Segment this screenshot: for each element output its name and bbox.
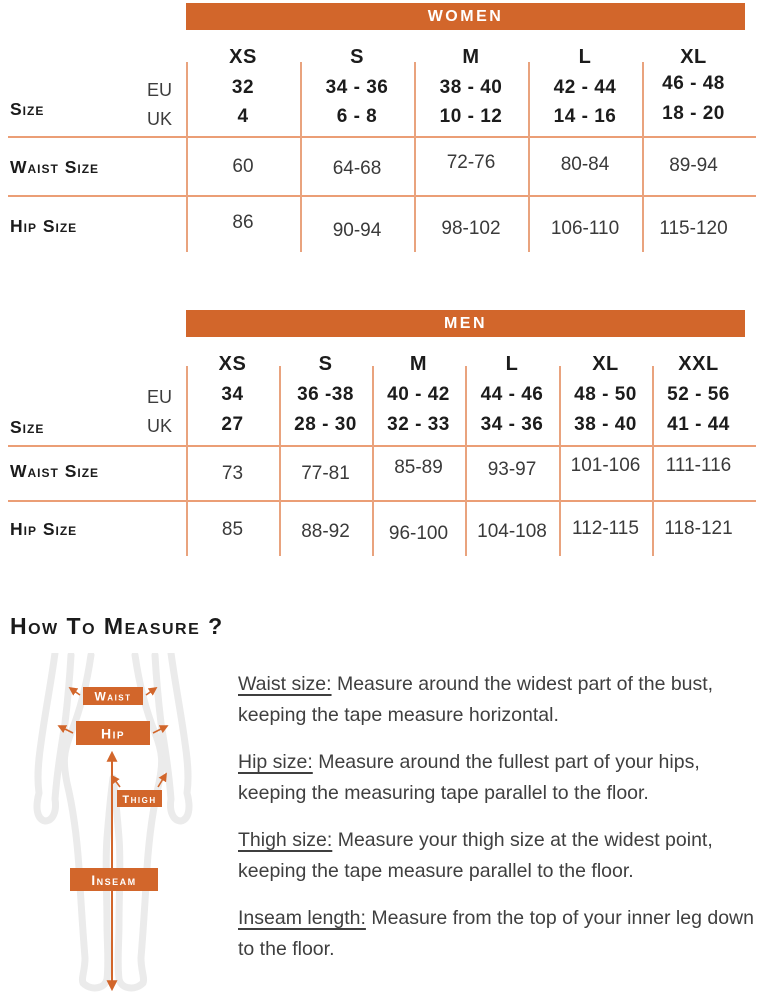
men-eu-cell: 40 - 42 <box>387 384 450 405</box>
women-waist-cell: 72-76 <box>446 152 496 173</box>
women-eu-cell: 42 - 44 <box>553 77 617 98</box>
men-col-s: S <box>318 353 333 375</box>
how-to-measure-heading: How To Measure ? <box>10 613 224 639</box>
women-table-title: WOMEN <box>186 3 745 30</box>
men-grid-line <box>652 366 654 556</box>
women-eu-cell: 46 - 48 <box>662 73 725 94</box>
men-uk-cell: 27 <box>221 414 244 435</box>
measure-instructions <box>238 669 770 981</box>
men-grid-line <box>372 366 374 556</box>
women-uk-cell: 4 <box>237 106 249 127</box>
women-grid-line <box>414 62 416 252</box>
waist-instruction-term: Waist size: <box>238 673 332 695</box>
men-size-label: Size <box>10 417 45 437</box>
men-waist-cell: 77-81 <box>301 463 350 484</box>
men-waist-cell: 101-106 <box>570 455 641 476</box>
women-hip-cell: 90-94 <box>332 220 382 241</box>
men-eu-cell: 44 - 46 <box>480 384 544 405</box>
men-grid-line <box>465 366 467 556</box>
women-waist-cell: 64-68 <box>332 158 382 179</box>
thigh-instruction-term: Thigh size: <box>238 829 333 851</box>
women-hip-cell: 115-120 <box>659 218 728 239</box>
hip-instruction-text: Measure around the fullest part of your hips, keeping the measuring tape parallel to the floor. <box>238 751 700 804</box>
men-waist-cell: 73 <box>221 463 244 484</box>
men-uk-cell: 34 - 36 <box>480 414 544 435</box>
women-col-xs: XS <box>229 46 257 68</box>
men-col-xxl: XXL <box>678 353 719 375</box>
women-col-xl: XL <box>680 46 707 68</box>
thigh-instruction-text: Measure your thigh size at the widest point, keeping the tape measure parallel to the floor. <box>238 829 713 882</box>
men-hip-label: Hip Size <box>10 519 78 539</box>
women-waist-label: Waist Size <box>10 157 100 177</box>
women-grid-line <box>186 62 188 252</box>
inseam-instruction-text: Measure from the top of your inner leg down to the floor. <box>238 907 754 960</box>
women-waist-cell: 60 <box>232 156 254 177</box>
men-col-xs: XS <box>218 353 247 375</box>
waist-instruction-text: Measure around the widest part of the bust, keeping the tape measure horizontal. <box>238 673 714 726</box>
men-table-title: MEN <box>186 310 745 337</box>
men-eu-cell: 52 - 56 <box>667 384 730 405</box>
men-uk-cell: 41 - 44 <box>667 414 730 435</box>
men-uk-label: UK <box>146 416 172 436</box>
men-hip-cell: 112-115 <box>572 518 639 539</box>
men-eu-label: EU <box>146 387 172 407</box>
women-waist-cell: 89-94 <box>669 155 718 176</box>
women-size-label: Size <box>10 99 45 119</box>
men-hip-cell: 118-121 <box>664 518 733 539</box>
men-col-m: M <box>409 353 428 375</box>
men-eu-cell: 36 -38 <box>297 384 354 405</box>
inseam-instruction <box>238 903 770 965</box>
men-hip-cell: 85 <box>221 519 244 540</box>
women-eu-cell: 32 <box>231 77 255 98</box>
hip-instruction <box>238 747 770 809</box>
men-col-xl: XL <box>592 353 619 375</box>
body-measurement-figure <box>28 653 238 1003</box>
women-hip-cell: 106-110 <box>550 218 620 239</box>
women-col-l: L <box>578 46 592 68</box>
women-eu-cell: 34 - 36 <box>325 77 389 98</box>
women-grid-line <box>300 62 302 252</box>
women-eu-label: EU <box>146 80 172 100</box>
inseam-instruction-term: Inseam length: <box>238 907 366 929</box>
men-uk-cell: 38 - 40 <box>574 414 637 435</box>
waist-instruction <box>238 669 770 731</box>
women-waist-cell: 80-84 <box>560 154 610 175</box>
inseam-figure-label: Inseam <box>91 873 137 888</box>
waist-figure-label: Waist <box>94 689 132 704</box>
women-col-m: M <box>462 46 480 68</box>
men-hip-cell: 88-92 <box>301 521 350 542</box>
men-divider-2 <box>8 500 756 502</box>
men-grid-line <box>559 366 561 556</box>
men-eu-cell: 48 - 50 <box>574 384 637 405</box>
women-hip-cell: 86 <box>232 212 254 233</box>
women-hip-cell: 98-102 <box>441 218 501 239</box>
men-col-l: L <box>505 353 519 375</box>
thigh-instruction <box>238 825 770 887</box>
men-divider-1 <box>8 445 756 447</box>
women-col-s: S <box>350 46 364 68</box>
men-uk-cell: 28 - 30 <box>294 414 357 435</box>
men-waist-cell: 111-116 <box>665 455 732 476</box>
women-grid-line <box>528 62 530 252</box>
men-grid-line <box>186 366 188 556</box>
men-hip-cell: 104-108 <box>477 521 547 542</box>
men-waist-label: Waist Size <box>10 461 100 481</box>
hip-figure-label: Hip <box>100 725 126 742</box>
men-uk-cell: 32 - 33 <box>387 414 450 435</box>
women-hip-label: Hip Size <box>10 216 78 236</box>
men-grid-line <box>279 366 281 556</box>
women-uk-cell: 10 - 12 <box>439 106 503 127</box>
women-eu-cell: 38 - 40 <box>439 77 503 98</box>
men-waist-cell: 85-89 <box>394 457 443 478</box>
women-uk-cell: 18 - 20 <box>662 103 725 124</box>
men-waist-cell: 93-97 <box>487 459 537 480</box>
women-uk-cell: 14 - 16 <box>553 106 617 127</box>
men-hip-cell: 96-100 <box>388 523 449 544</box>
women-uk-cell: 6 - 8 <box>336 106 378 127</box>
men-eu-cell: 34 <box>221 384 244 405</box>
women-uk-label: UK <box>146 109 172 129</box>
thigh-figure-label: Thigh <box>122 794 157 806</box>
women-grid-line <box>642 62 644 252</box>
hip-instruction-term: Hip size: <box>238 751 313 773</box>
